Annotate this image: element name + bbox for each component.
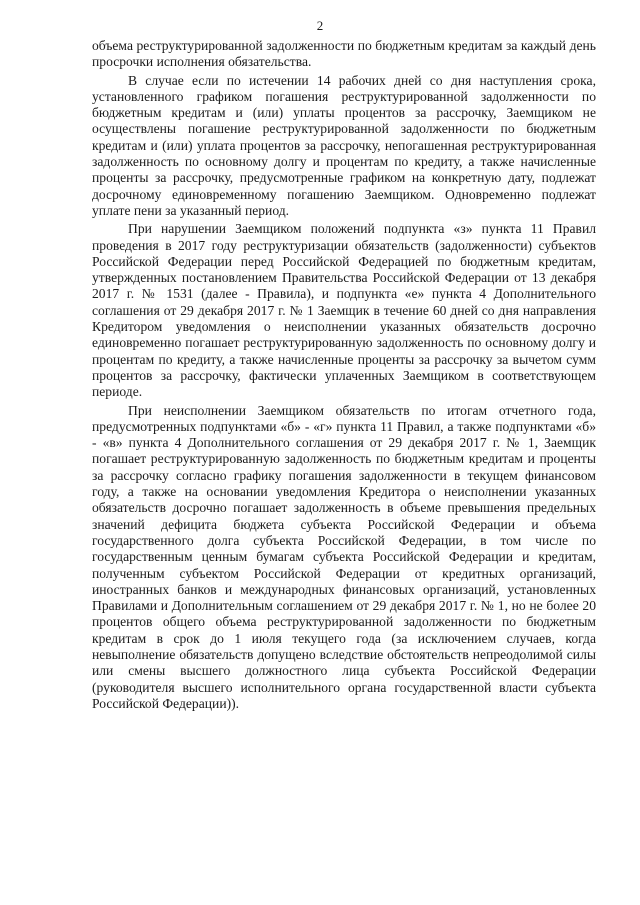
paragraph-overdue-repayment: В случае если по истечении 14 рабочих дней со дня наступления срока, установленного графиком погашения реструктурированной задолженности по бюджетным кредитам и (или) уплаты процентов за рассрочку, Заемщиком не осуществлены погашение реструктурированной задолженности по бюджетным кредитам и (или) уплата процентов за рассрочку, непогашенная реструктурированная задолженность по основному долгу и процентам по кредиту, а также начисленные проценты за рассрочку, предусмотренные графиком на конкретную дату, подлежат досрочному единовременному погашению Заемщиком. Одновременно подлежат уплате пени за указанный период.: [92, 72, 596, 218]
page-number: 2: [316, 18, 324, 33]
paragraph-continuation: объема реструктурированной задолженности по бюджетным кредитам за каждый день просрочки исполнения обязательства.: [92, 38, 596, 70]
paragraph-rules-violation: При нарушении Заемщиком положений подпункта «з» пункта 11 Правил проведения в 2017 году реструктуризации обязательств (задолженности) субъектов Российской Федерации перед Российской Федерацией по бюджетным кредитам, утвержденных постановлением Правительства Российской Федерации от 13 декабря 2017 г. № 1531 (далее - Правила), и подпункта «е» пункта 4 Дополнительного соглашения от 29 декабря 2017 г. № 1 Заемщик в течение 60 дней со дня направления Кредитором уведомления о неисполнении указанных обязательств досрочно единовременно погашает реструктурированную задолженность по основному долгу и процентам по кредиту, а также начисленные проценты за рассрочку за вычетом сумм процентов за рассрочку, фактически уплаченных Заемщиком в соответствующем периоде.: [92, 221, 596, 400]
paragraph-nonfulfillment: При неисполнении Заемщиком обязательств по итогам отчетного года, предусмотренных подпунктами «б» - «г» пункта 11 Правил, а также подпунктами «б» - «в» пункта 4 Дополнительного соглашения от 29 декабря 2017 г. № 1, Заемщик погашает реструктурированную задолженность по бюджетным кредитам и проценты за рассрочку согласно графику погашения задолженности в текущем финансовом году, а также на основании уведомления Кредитора о неисполнении указанных обязательств досрочно погашает задолженность в объеме превышения предельных значений дефицита бюджета субъекта Российской Федерации и объема государственного долга субъекта Российской Федерации, в том числе по государственным ценным бумагам субъекта Российской Федерации и кредитам, полученным субъектом Российской Федерации от кредитных организаций, иностранных банков и международных финансовых организаций, установленных Правилами и Дополнительным соглашением от 29 декабря 2017 г. № 1, но не более 20 процентов общего объема реструктурированной задолженности по бюджетным кредитам в срок до 1 июля текущего года (за исключением случаев, когда невыполнение обязательств допущено вследствие обстоятельств непреодолимой силы или смены высшего должностного лица субъекта Российской Федерации (руководителя высшего исполнительного органа государственной власти субъекта Российской Федерации)).: [92, 402, 596, 711]
document-body: [92, 38, 596, 714]
